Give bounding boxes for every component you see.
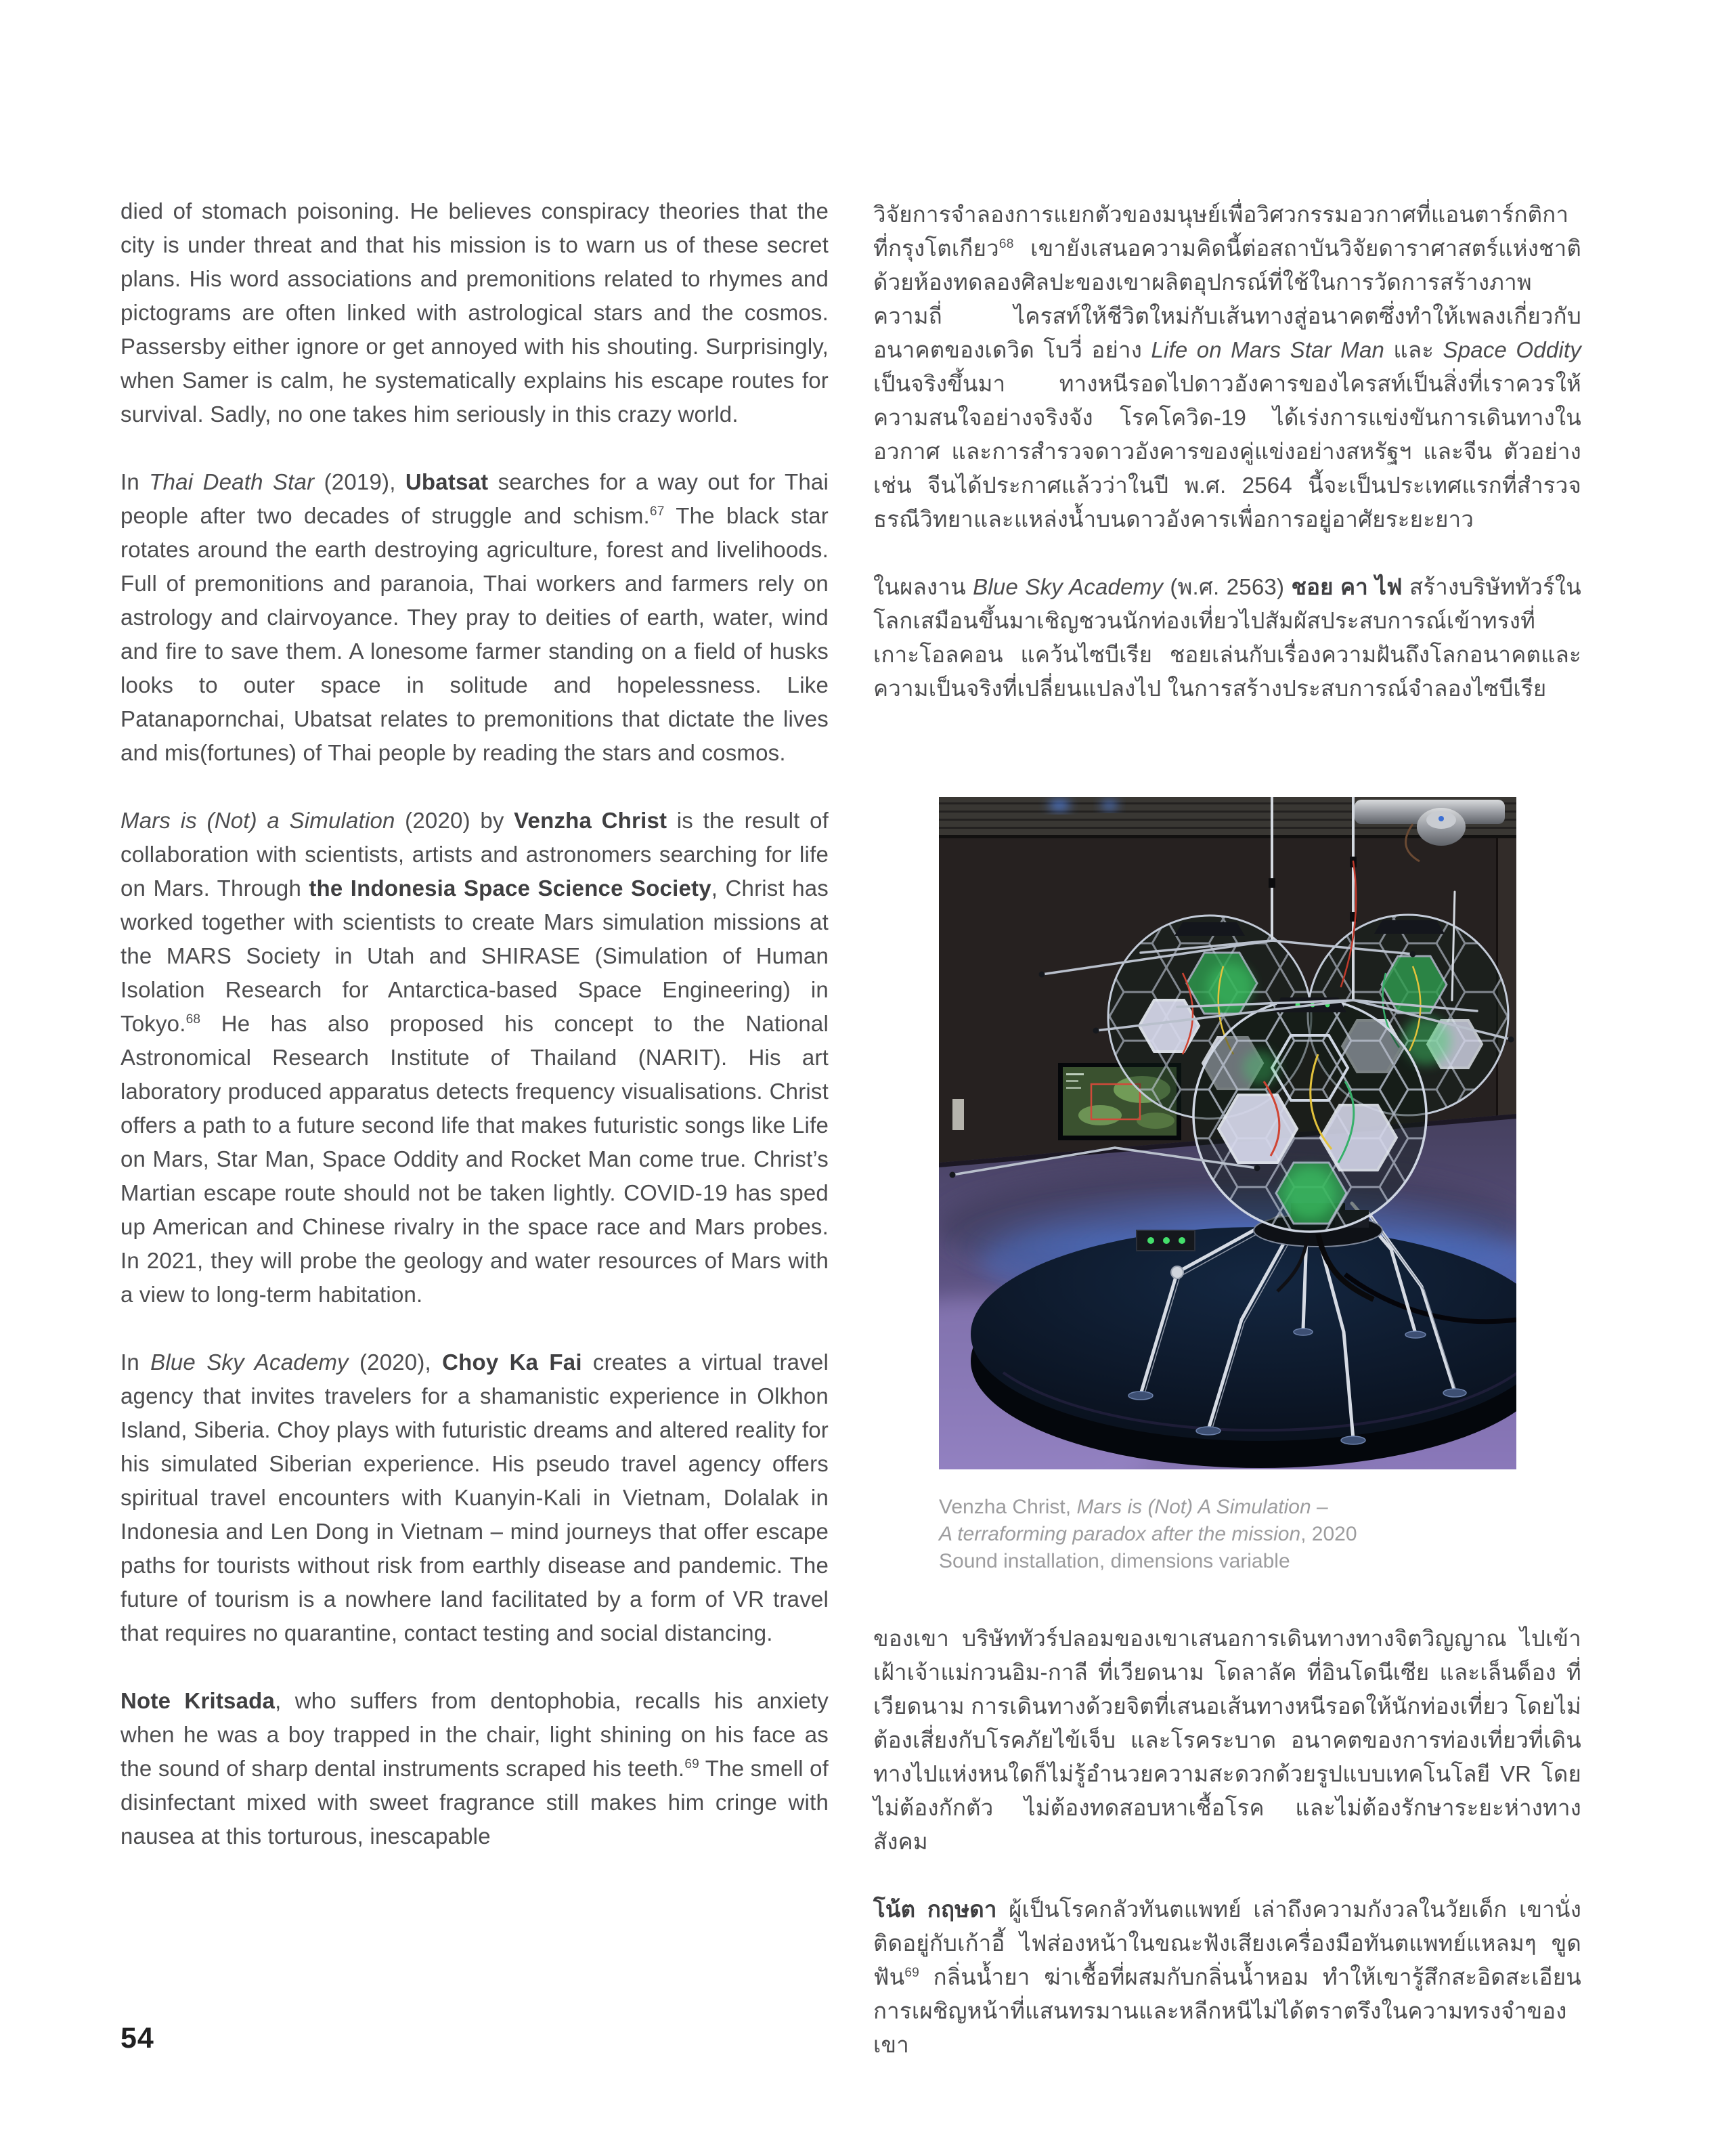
paragraph: โน้ต กฤษดา ผู้เป็นโรคกลัวทันตแพทย์ เล่าถึงความกังวลในวัยเด็ก เขานั่งติดอยู่กับเก้าอี้ ไฟส่องหน้าในขณะฟังเสียงเครื่องมือทันตแพทย์แหลมๆ ขูดฟัน$^{69}$ กลิ่นน้ำยา ฆ่าเชื้อที่ผสมกับกลิ่นน้ำหอม ทำให้เขารู้สึกสะอิดสะเอียนการเผชิญหน้าที่แสนทรมานและหลีกหนีไม่ได้ตราตรึงในความทรงจำของเขา	[873, 1897, 1582, 2057]
thai-text-column-top	[873, 198, 1581, 706]
wall-label	[952, 1099, 964, 1130]
paragraph: In Blue Sky Academy (2020), Choy Ka Fai creates a virtual travel agency that invites travelers for a shamanistic experience in Olkhon Island, Siberia. Choy plays with futuristic dreams and altered reality for his simulated Siberian experience. His pseudo travel agency offers spiritual travel encounters with Kuanyin-Kali in Vietnam, Dolalak in Indonesia and Len Dong in Vietnam – mind journeys that offer escape paths for tourists without risk from earthly disease and pandemic. The future of tourism is a nowhere land facilitated by a form of VR travel that requires no quarantine, contact testing and social distancing.	[120, 1350, 829, 1645]
paragraph: วิจัยการจำลองการแยกตัวของมนุษย์เพื่อวิศวกรรมอวกาศที่แอนตาร์กติกา ที่กรุงโตเกียว$^{68}$ เขายังเสนอความคิดนี้ต่อสถาบันวิจัยดาราศาสตร์แห่งชาติ ด้วยห้องทดลองศิลปะของเขาผลิตอุปกรณ์ที่ใช้ในการวัดการสร้างภาพความถี่ ไครสท์ให้ชีวิตใหม่กับเส้นทางสู่อนาคตซึ่งทำให้เพลงเกี่ยวกับอนาคตของเดวิด โบวี่ อย่าง Life on Mars Star Man และ Space Oddity เป็นจริงขึ้นมา ทางหนีรอดไปดาวอังคารของไครสท์เป็นสิ่งที่เราควรให้ความสนใจอย่างจริงจัง โรคโควิด-19 ได้เร่งการแข่งขันการเดินทางในอวกาศ และการสำรวจดาวอังคารของคู่แข่งอย่างสหรัฐฯ และจีน ตัวอย่างเช่น จีนได้ประกาศแล้วว่าในปี พ.ศ. 2564 นี้จะเป็นประเทศแรกที่สำรวจธรณีวิทยาและแหล่งน้ำบนดาวอังคารเพื่อการอยู่อาศัยระยะยาว	[873, 202, 1582, 532]
thai-text-column-bottom	[873, 1622, 1581, 2062]
artwork-photo	[939, 797, 1516, 1469]
english-text-column	[120, 194, 829, 1853]
paragraph: died of stomach poisoning. He believes conspiracy theories that the city is under threat and that his mission is to warn us of these secret plans. His word associations and premonitions related to rhymes and pictograms are often linked with astrological stars and the cosmos. Passersby either ignore or get annoyed with his shouting. Surprisingly, when Samer is calm, he systematically explains his escape routes for survival. Sadly, no one takes him seriously in this crazy world.	[120, 198, 829, 427]
paragraph: ในผลงาน Blue Sky Academy (พ.ศ. 2563) ชอย คา ไฟ สร้างบริษัททัวร์ในโลกเสมือนขึ้นมาเชิญชวนนักท่องเที่ยวไปสัมผัสประสบการณ์เข้าทรงที่เกาะโอลคอน แคว้นไซบีเรีย ชอยเล่นกับเรื่องความฝันถึงโลกอนาคตและความเป็นจริงที่เปลี่ยนแปลงไป ในการสร้างประสบการณ์จำลองไซบีเรีย	[873, 574, 1581, 701]
paragraph: ของเขา บริษัททัวร์ปลอมของเขาเสนอการเดินทางทางจิตวิญญาณ ไปเข้าเฝ้าเจ้าแม่กวนอิม-กาลี ที่เวียดนาม โดลาลัค ที่อินโดนีเซีย และเล็นด็อง ที่เวียดนาม การเดินทางด้วยจิตที่เสนอเส้นทางหนีรอดให้นักท่องเที่ยว โดยไม่ต้องเสี่ยงกับโรคภัยไข้เจ็บ และโรคระบาด อนาคตของการท่องเที่ยวที่เดินทางไปแห่งหนใดก็ไม่รู้อำนวยความสะดวกด้วยรูปแบบเทคโนโลยี VR โดยไม่ต้องกักตัว ไม่ต้องทดสอบหาเชื้อโรค และไม่ต้องรักษาระยะห่างทางสังคม	[873, 1626, 1581, 1854]
paragraph: In Thai Death Star (2019), Ubatsat searches for a way out for Thai people after two decades of struggle and schism.$^{67}$ The black star rotates around the earth destroying agriculture, forest and livelihoods. Full of premonitions and paranoia, Thai workers and farmers rely on astrology and clairvoyance. They pray to deities of earth, water, wind and fire to save them. A lonesome farmer standing on a field of husks looks to outer space in solitude and hopelessness. Like Patanapornchai, Ubatsat relates to premonitions that dictate the lives and mis(fortunes) of Thai people by reading the stars and cosmos.	[120, 469, 829, 765]
figure-caption: Venzha Christ, Mars is (Not) A Simulation – A terraforming paradox after the mission, 2020 Sound installation, dimensions variable	[939, 1496, 1357, 1572]
paragraph: Note Kritsada, who suffers from dentophobia, recalls his anxiety when he was a boy trapped in the chair, light shining on his face as the sound of sharp dental instruments scraped his teeth.$^{69}$ The smell of disinfectant mixed with sweet fragrance still makes him cringe with nausea at this torturous, inescapable	[120, 1688, 829, 1849]
artwork-photo-illustration	[939, 797, 1516, 1469]
sculpture-sphere-front	[1193, 997, 1426, 1232]
page-number: 54	[120, 2022, 154, 2054]
paragraph: Mars is (Not) a Simulation (2020) by Venzha Christ is the result of collaboration with scientists, artists and astronomers searching for life on Mars. Through the Indonesia Space Science Society, Christ has worked together with scientists to create Mars simulation missions at the MARS Society in Utah and SHIRASE (Simulation of Human Isolation Research for Antarctica-based Space Engineering) in Tokyo.$^{68}$ He has also proposed his concept to the National Astronomical Research Institute of Thailand (NARIT). His art laboratory produced apparatus detects frequency visualisations. Christ offers a path to a future second life that makes futuristic songs like Life on Mars, Star Man, Space Oddity and Rocket Man come true. Christ’s Martian escape route should not be taken lightly. COVID-19 has sped up American and Chinese rivalry in the space race and Mars probes. In 2021, they will probe the geology and water resources of Mars with a view to long-term habitation.	[120, 808, 829, 1307]
platform	[971, 1227, 1516, 1468]
